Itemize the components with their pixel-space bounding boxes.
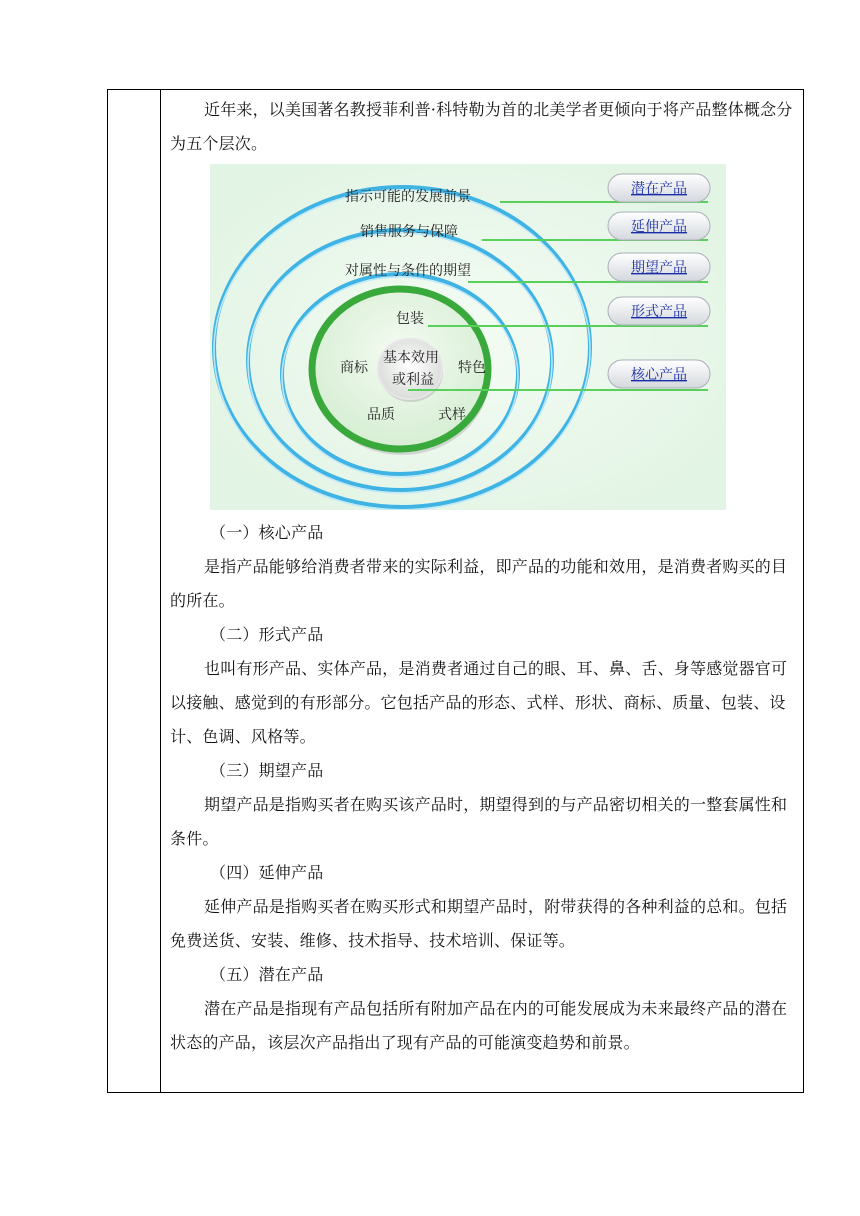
section-body-expected: 期望产品是指购买者在购买该产品时，期望得到的与产品密切相关的一整套属性和条件。 <box>170 795 788 848</box>
section-heading-expected: （三）期望产品 <box>210 761 324 780</box>
product-levels-diagram <box>210 164 726 510</box>
section-heading-core: （一）核心产品 <box>210 523 324 542</box>
label-outer: 指示可能的发展前景 <box>345 189 471 205</box>
content-cell <box>170 90 802 1060</box>
label-brand: 商标 <box>340 360 368 376</box>
section-body-formal: 也叫有形产品、实体产品，是消费者通过自己的眼、耳、鼻、舌、身等感觉器官可以接触、感觉到的有形部分。它包括产品的形态、式样、形状、商标、质量、包装、设计、色调、风格等。 <box>170 659 788 746</box>
button-core-product[interactable] <box>608 360 710 388</box>
button-potential-product[interactable] <box>608 174 710 202</box>
svg-text:核心产品: 核心产品 <box>631 367 687 383</box>
svg-text:潜在产品: 潜在产品 <box>631 181 687 197</box>
label-core-line2: 或利益 <box>392 372 434 388</box>
intro-paragraph: 近年来，以美国著名教授菲利普·科特勒为首的北美学者更倾向于将产品整体概念分为五个层次。 <box>170 100 793 153</box>
side-cell <box>108 90 161 1092</box>
button-formal-product[interactable] <box>608 297 710 325</box>
section-heading-potential: （五）潜在产品 <box>210 965 324 984</box>
label-feature: 特色 <box>458 360 486 376</box>
section-body-augmented: 延伸产品是指购买者在购买形式和期望产品时，附带获得的各种利益的总和。包括免费送货、安装、维修、技术指导、技术培训、保证等。 <box>170 897 788 950</box>
label-style: 式样 <box>438 407 466 423</box>
label-quality: 品质 <box>367 407 395 423</box>
section-heading-augmented: （四）延伸产品 <box>210 863 324 882</box>
button-expected-product[interactable] <box>608 253 710 281</box>
section-body-potential: 潜在产品是指现有产品包括所有附加产品在内的可能发展成为未来最终产品的潜在状态的产品，该层次产品指出了现有产品的可能演变趋势和前景。 <box>170 999 788 1052</box>
section-body-core: 是指产品能够给消费者带来的实际利益，即产品的功能和效用，是消费者购买的目的所在。 <box>170 557 788 610</box>
label-core-line1: 基本效用 <box>383 350 439 366</box>
svg-text:期望产品: 期望产品 <box>631 260 687 276</box>
button-augmented-product[interactable] <box>608 212 710 240</box>
label-third: 对属性与条件的期望 <box>345 263 471 279</box>
label-second: 销售服务与保障 <box>360 224 458 240</box>
svg-text:延伸产品: 延伸产品 <box>631 219 687 235</box>
svg-text:形式产品: 形式产品 <box>631 304 687 320</box>
section-heading-formal: （二）形式产品 <box>210 625 324 644</box>
label-packaging: 包装 <box>396 311 424 327</box>
content-table <box>107 89 804 1093</box>
